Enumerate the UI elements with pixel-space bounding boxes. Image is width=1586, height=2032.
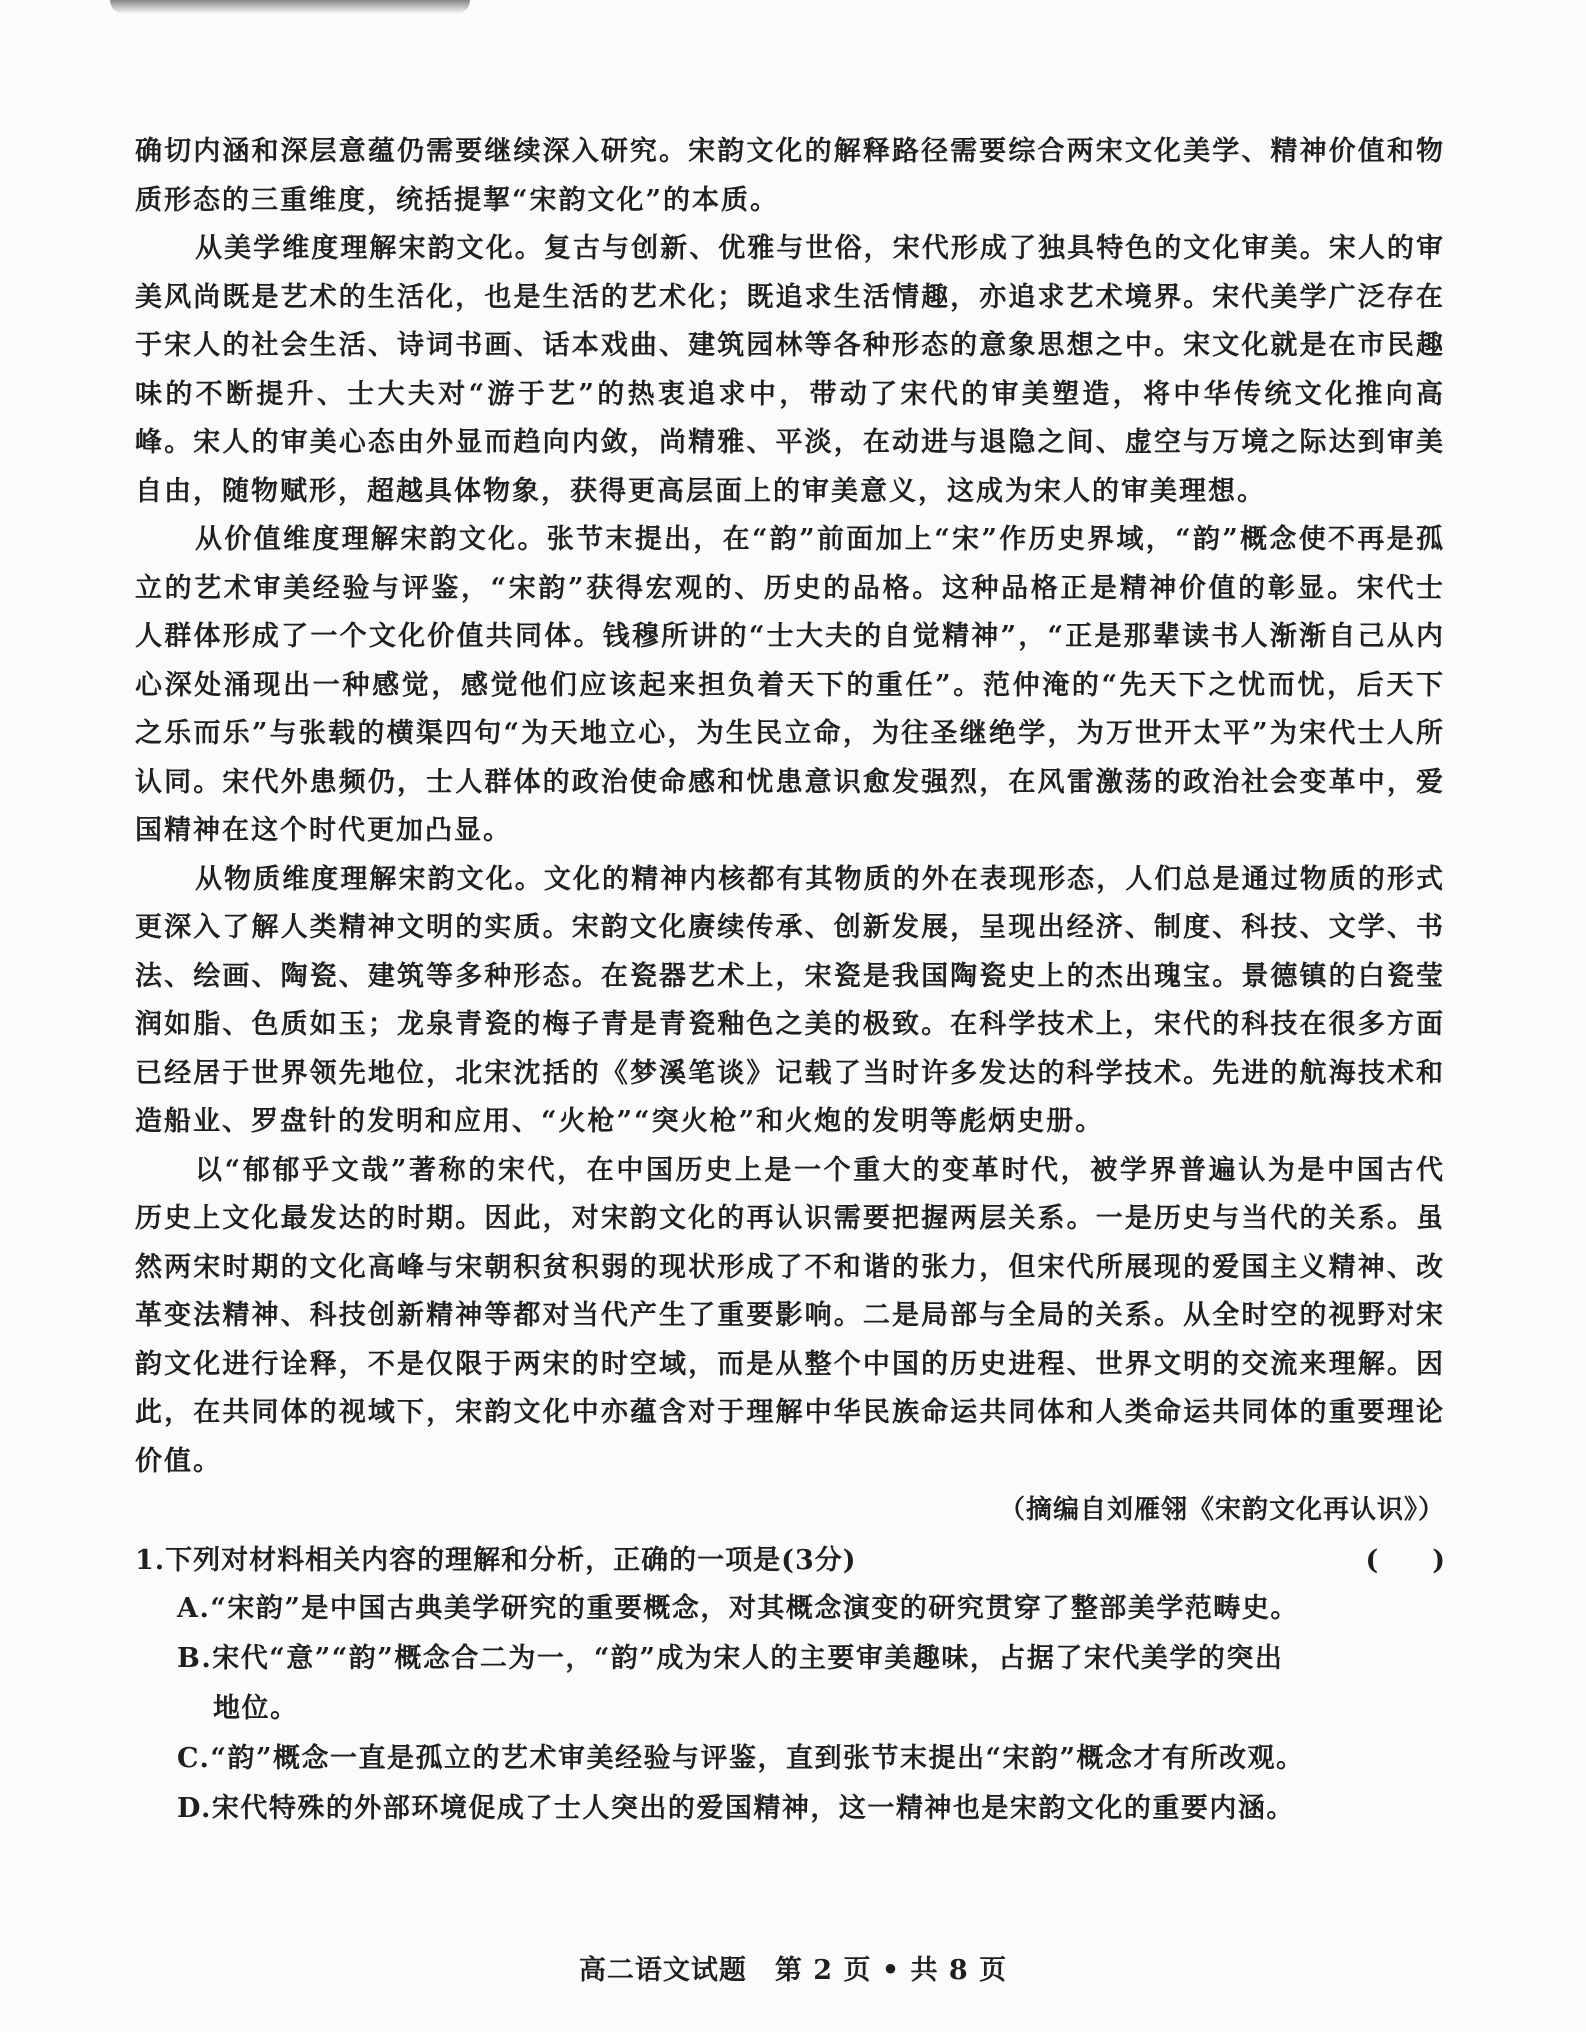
passage-paragraph-value: 从价值维度理解宋韵文化。张节末提出，在“韵”前面加上“宋”作历史界域，“韵”概念使不再是孤立的艺术审美经验与评鉴，“宋韵”获得宏观的、历史的品格。这种品格正是精神价值的彰显。宋代士人群体形成了一个文化价值共同体。钱穆所讲的“士大夫的自觉精神”，“正是那辈读书人渐渐自己从内心深处涌现出一种感觉，感觉他们应该起来担负着天下的重任”。范仲淹的“先天下之忧而忧，后天下之乐而乐”与张载的横渠四句“为天地立心，为生民立命，为往圣继绝学，为万世开太平”为宋代士人所认同。宋代外患频仍，士人群体的政治使命感和忧患意识愈发强烈，在风雷激荡的政治社会变革中，爱国精神在这个时代更加凸显。 <box>135 524 1445 846</box>
option-b-line2: 地位。 <box>213 1693 299 1724</box>
option-c: C.“韵”概念一直是孤立的艺术审美经验与评鉴，直到张节末提出“宋韵”概念才有所改观。 <box>177 1743 1305 1774</box>
passage-content <box>135 128 1445 1834</box>
page-footer: 高二语文试题 第 2 页 • 共 8 页 <box>578 1955 1008 1986</box>
passage-paragraph-aesthetic: 从美学维度理解宋韵文化。复古与创新、优雅与世俗，宋代形成了独具特色的文化审美。宋人的审美风尚既是艺术的生活化，也是生活的艺术化；既追求生活情趣，亦追求艺术境界。宋代美学广泛存在于宋人的社会生活、诗词书画、话本戏曲、建筑园林等各种形态的意象思想之中。宋文化就是在市民趣味的不断提升、士大夫对“游于艺”的热衷追求中，带动了宋代的审美塑造，将中华传统文化推向高峰。宋人的审美心态由外显而趋向内敛，尚精雅、平淡，在动进与退隐之间、虚空与万境之际达到审美自由，随物赋形，超越具体物象，获得更高层面上的审美意义，这成为宋人的审美理想。 <box>135 233 1445 507</box>
option-a: A.“宋韵”是中国古典美学研究的重要概念，对其概念演变的研究贯穿了整部美学范畴史。 <box>177 1593 1299 1624</box>
option-d: D.宋代特殊的外部环境促成了士人突出的爱国精神，这一精神也是宋韵文化的重要内涵。 <box>177 1793 1295 1824</box>
passage-paragraph-0: 确切内涵和深层意蕴仍需要继续深入研究。宋韵文化的解释路径需要综合两宋文化美学、精神价值和物质形态的三重维度，统括提挈“宋韵文化”的本质。 <box>135 136 1445 216</box>
question-1 <box>135 1538 1445 1584</box>
passage-paragraph-material: 从物质维度理解宋韵文化。文化的精神内核都有其物质的外在表现形态，人们总是通过物质的形式更深入了解人类精神文明的实质。宋韵文化赓续传承、创新发展，呈现出经济、制度、科技、文学、书法、绘画、陶瓷、建筑等多种形态。在瓷器艺术上，宋瓷是我国陶瓷史上的杰出瑰宝。景德镇的白瓷莹润如脂、色质如玉；龙泉青瓷的梅子青是青瓷釉色之美的极致。在科学技术上，宋代的科技在很多方面已经居于世界领先地位，北宋沈括的《梦溪笔谈》记载了当时许多发达的科学技术。先进的航海技术和造船业、罗盘针的发明和应用、“火枪”“突火枪”和火炮的发明等彪炳史册。 <box>135 863 1445 1137</box>
option-b-line1: B.宋代“意”“韵”概念合二为一，“韵”成为宋人的主要审美趣味，占据了宋代美学的突出 <box>177 1643 1284 1674</box>
passage-paragraph-relations: 以“郁郁乎文哉”著称的宋代，在中国历史上是一个重大的变革时代，被学界普遍认为是中国古代历史上文化最发达的时期。因此，对宋韵文化的再认识需要把握两层关系。一是历史与当代的关系。虽然两宋时期的文化高峰与宋朝积贫积弱的现状形成了不和谐的张力，但宋代所展现的爱国主义精神、改革变法精神、科技创新精神等都对当代产生了重要影响。二是局部与全局的关系。从全时空的视野对宋韵文化进行诠释，不是仅限于两宋的时空域，而是从整个中国的历史进程、世界文明的交流来理解。因此，在共同体的视域下，宋韵文化中亦蕴含对于理解中华民族命运共同体和人类命运共同体的重要理论价值。 <box>135 1154 1445 1477</box>
passage-source: （摘编自刘雁翎《宋韵文化再认识》） <box>998 1495 1445 1525</box>
scan-smudge <box>110 0 470 14</box>
question-1-stem: 1.下列对材料相关内容的理解和分析，正确的一项是(3分) <box>135 1545 857 1576</box>
answer-blank: ( ) <box>1365 1545 1445 1576</box>
option-b <box>135 1634 1445 1734</box>
